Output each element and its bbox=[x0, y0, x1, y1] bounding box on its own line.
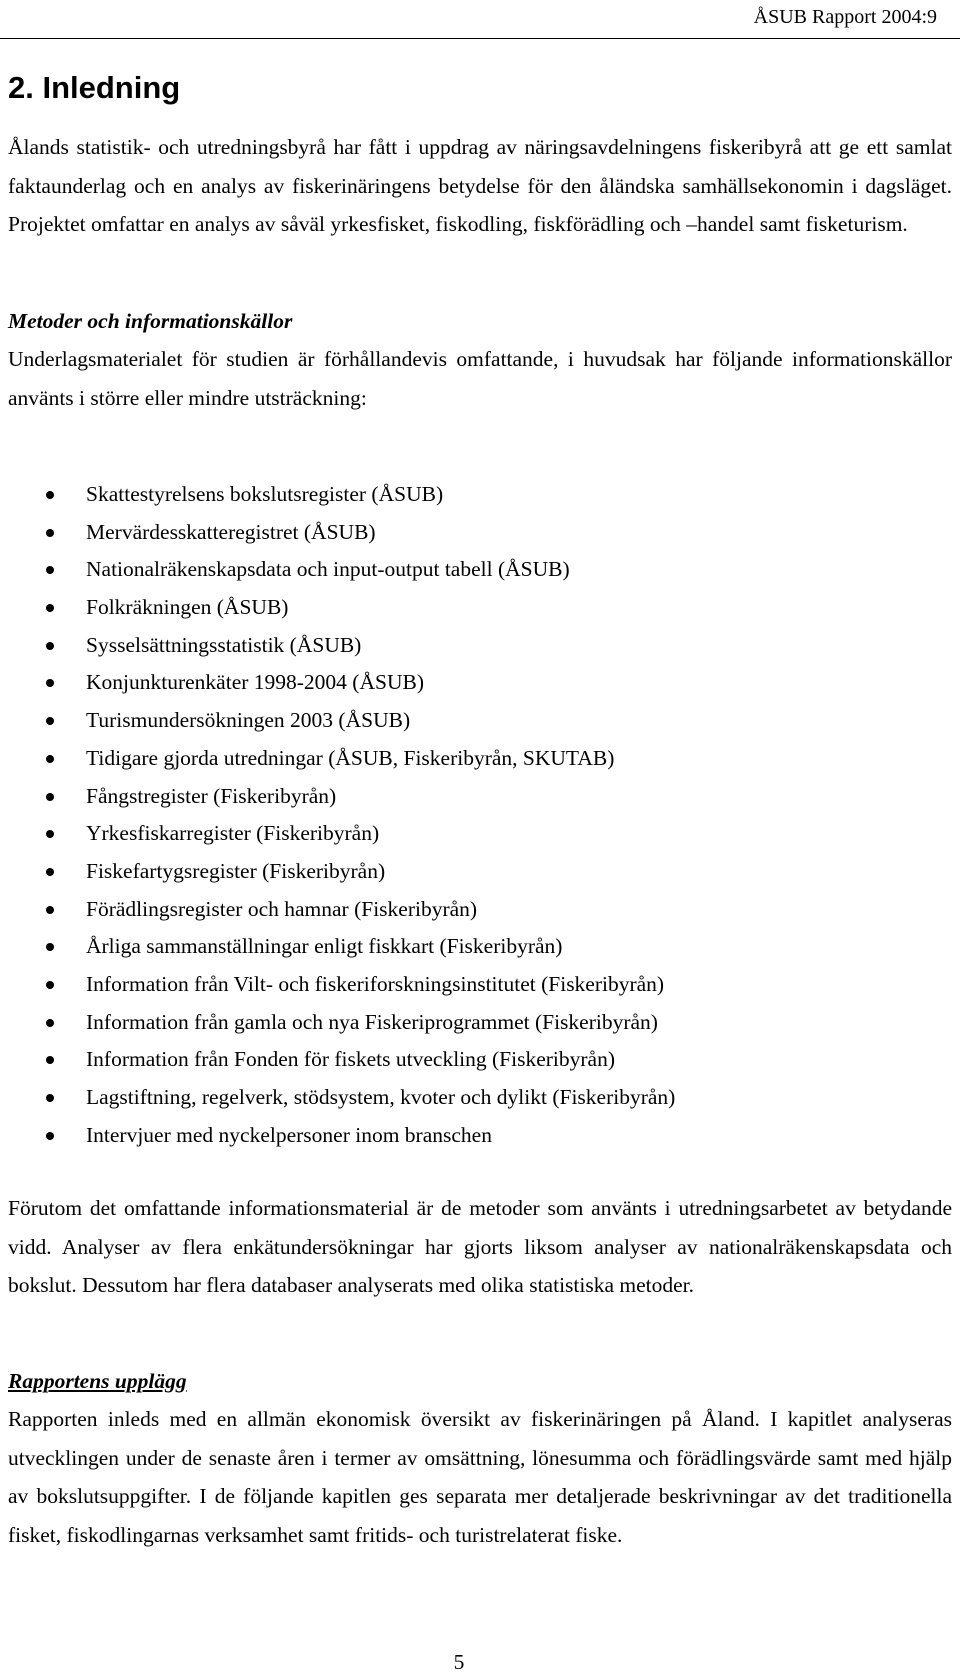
list-item bbox=[0, 1004, 675, 1042]
bullet-icon bbox=[46, 868, 54, 876]
bullet-icon bbox=[46, 642, 54, 650]
list-item bbox=[0, 1041, 675, 1079]
bullet-icon bbox=[46, 717, 54, 725]
list-item bbox=[0, 664, 675, 702]
sources-list bbox=[0, 476, 675, 1154]
bullet-icon bbox=[46, 604, 54, 612]
bullet-icon bbox=[46, 529, 54, 537]
list-item bbox=[0, 627, 675, 665]
list-item-text: Yrkesfiskarregister (Fiskeribyrån) bbox=[86, 821, 380, 846]
bullet-icon bbox=[46, 906, 54, 914]
list-item bbox=[0, 740, 675, 778]
page-number: 5 bbox=[453, 1650, 465, 1674]
list-item-text: Intervjuer med nyckelpersoner inom branschen bbox=[86, 1122, 492, 1147]
list-item-text: Nationalräkenskapsdata och input-output tabell (ÅSUB) bbox=[86, 557, 570, 582]
bullet-icon bbox=[46, 943, 54, 951]
list-item bbox=[0, 928, 675, 966]
bullet-icon bbox=[46, 1056, 54, 1064]
list-item bbox=[0, 778, 675, 816]
list-item-text: Lagstiftning, regelverk, stödsystem, kvoter och dylikt (Fiskeribyrån) bbox=[86, 1085, 676, 1109]
bullet-icon bbox=[46, 830, 54, 838]
list-item bbox=[0, 702, 675, 740]
list-item-text: Skattestyrelsens bokslutsregister (ÅSUB) bbox=[86, 482, 444, 506]
list-item bbox=[0, 891, 675, 929]
list-item bbox=[0, 815, 675, 853]
methods-heading: Metoder och informationskällor bbox=[8, 309, 293, 333]
structure-heading: Rapportens upplägg bbox=[8, 1369, 187, 1393]
intro-paragraph: Ålands statistik- och utredningsbyrå har fått i uppdrag av näringsavdelningens fiskeribyrå att ge ett samlat faktaunderlag och en analys av fiskerinäringens betydelse för den åländska samhällsekonomin i dagsläget. Projektet omfattar en analys av såväl yrkesfisket, fiskodling, fiskförädling och –handel samt fisketurism. bbox=[8, 135, 952, 236]
list-item-text: Fångstregister (Fiskeribyrån) bbox=[86, 783, 337, 808]
structure-paragraph: Rapporten inleds med en allmän ekonomisk översikt av fiskerinäringen på Åland. I kapitlet analyseras utvecklingen under de senaste åren i termer av omsättning, lönesumma och förädlingsvärde samt med hjälp av bokslutsuppgifter. I de följande kapitlen ges separata mer detaljerade beskrivningar av det traditionella fisket, fiskodlingarnas verksamhet samt fritids- och turistrelaterat fiske. bbox=[8, 1407, 952, 1547]
list-item-text: Tidigare gjorda utredningar (ÅSUB, Fiskeribyrån, SKUTAB) bbox=[86, 745, 615, 770]
bullet-icon bbox=[46, 1019, 54, 1027]
running-head: ÅSUB Rapport 2004:9 bbox=[753, 6, 937, 28]
list-item bbox=[0, 1117, 675, 1155]
chapter-title: 2. Inledning bbox=[8, 70, 181, 105]
list-item bbox=[0, 589, 675, 627]
list-item bbox=[0, 514, 675, 552]
methods-closing-paragraph: Förutom det omfattande informationsmaterial är de metoder som använts i utredningsarbetet av betydande vidd. Analyser av flera enkätundersökningar har gjorts liksom analyser av nationalräkenskapsdata och bokslut. Dessutom har flera databaser analyserats med olika statistiska metoder. bbox=[8, 1196, 952, 1297]
bullet-icon bbox=[46, 755, 54, 763]
list-item-text: Information från gamla och nya Fiskeriprogrammet (Fiskeribyrån) bbox=[86, 1009, 658, 1034]
bullet-icon bbox=[46, 491, 54, 499]
list-item-text: Förädlingsregister och hamnar (Fiskeribyrån) bbox=[86, 896, 478, 921]
list-item-text: Fiskefartygsregister (Fiskeribyrån) bbox=[86, 858, 386, 883]
bullet-icon bbox=[46, 793, 54, 801]
list-item-text: Konjunkturenkäter 1998-2004 (ÅSUB) bbox=[86, 670, 424, 695]
list-item-text: Information från Fonden för fiskets utveckling (Fiskeribyrån) bbox=[86, 1047, 616, 1072]
list-item bbox=[0, 966, 675, 1004]
bullet-icon bbox=[46, 679, 54, 687]
list-item-text: Sysselsättningsstatistik (ÅSUB) bbox=[86, 632, 362, 657]
bullet-icon bbox=[46, 1132, 54, 1140]
list-item bbox=[0, 1079, 675, 1117]
list-item bbox=[0, 476, 675, 514]
list-item bbox=[0, 853, 675, 891]
list-item-text: Information från Vilt- och fiskeriforskningsinstitutet (Fiskeribyrån) bbox=[86, 971, 665, 996]
list-item bbox=[0, 551, 675, 589]
list-item-text: Mervärdesskatteregistret (ÅSUB) bbox=[86, 519, 376, 544]
methods-paragraph: Underlagsmaterialet för studien är förhållandevis omfattande, i huvudsak har följande informationskällor använts i större eller mindre utsträckning: bbox=[8, 347, 952, 410]
list-item-text: Folkräkningen (ÅSUB) bbox=[86, 595, 289, 620]
bullet-icon bbox=[46, 981, 54, 989]
bullet-icon bbox=[46, 566, 54, 574]
list-item-text: Årliga sammanställningar enligt fiskkart (Fiskeribyrån) bbox=[86, 934, 563, 959]
list-item-text: Turismundersökningen 2003 (ÅSUB) bbox=[86, 708, 411, 733]
bullet-icon bbox=[46, 1094, 54, 1102]
